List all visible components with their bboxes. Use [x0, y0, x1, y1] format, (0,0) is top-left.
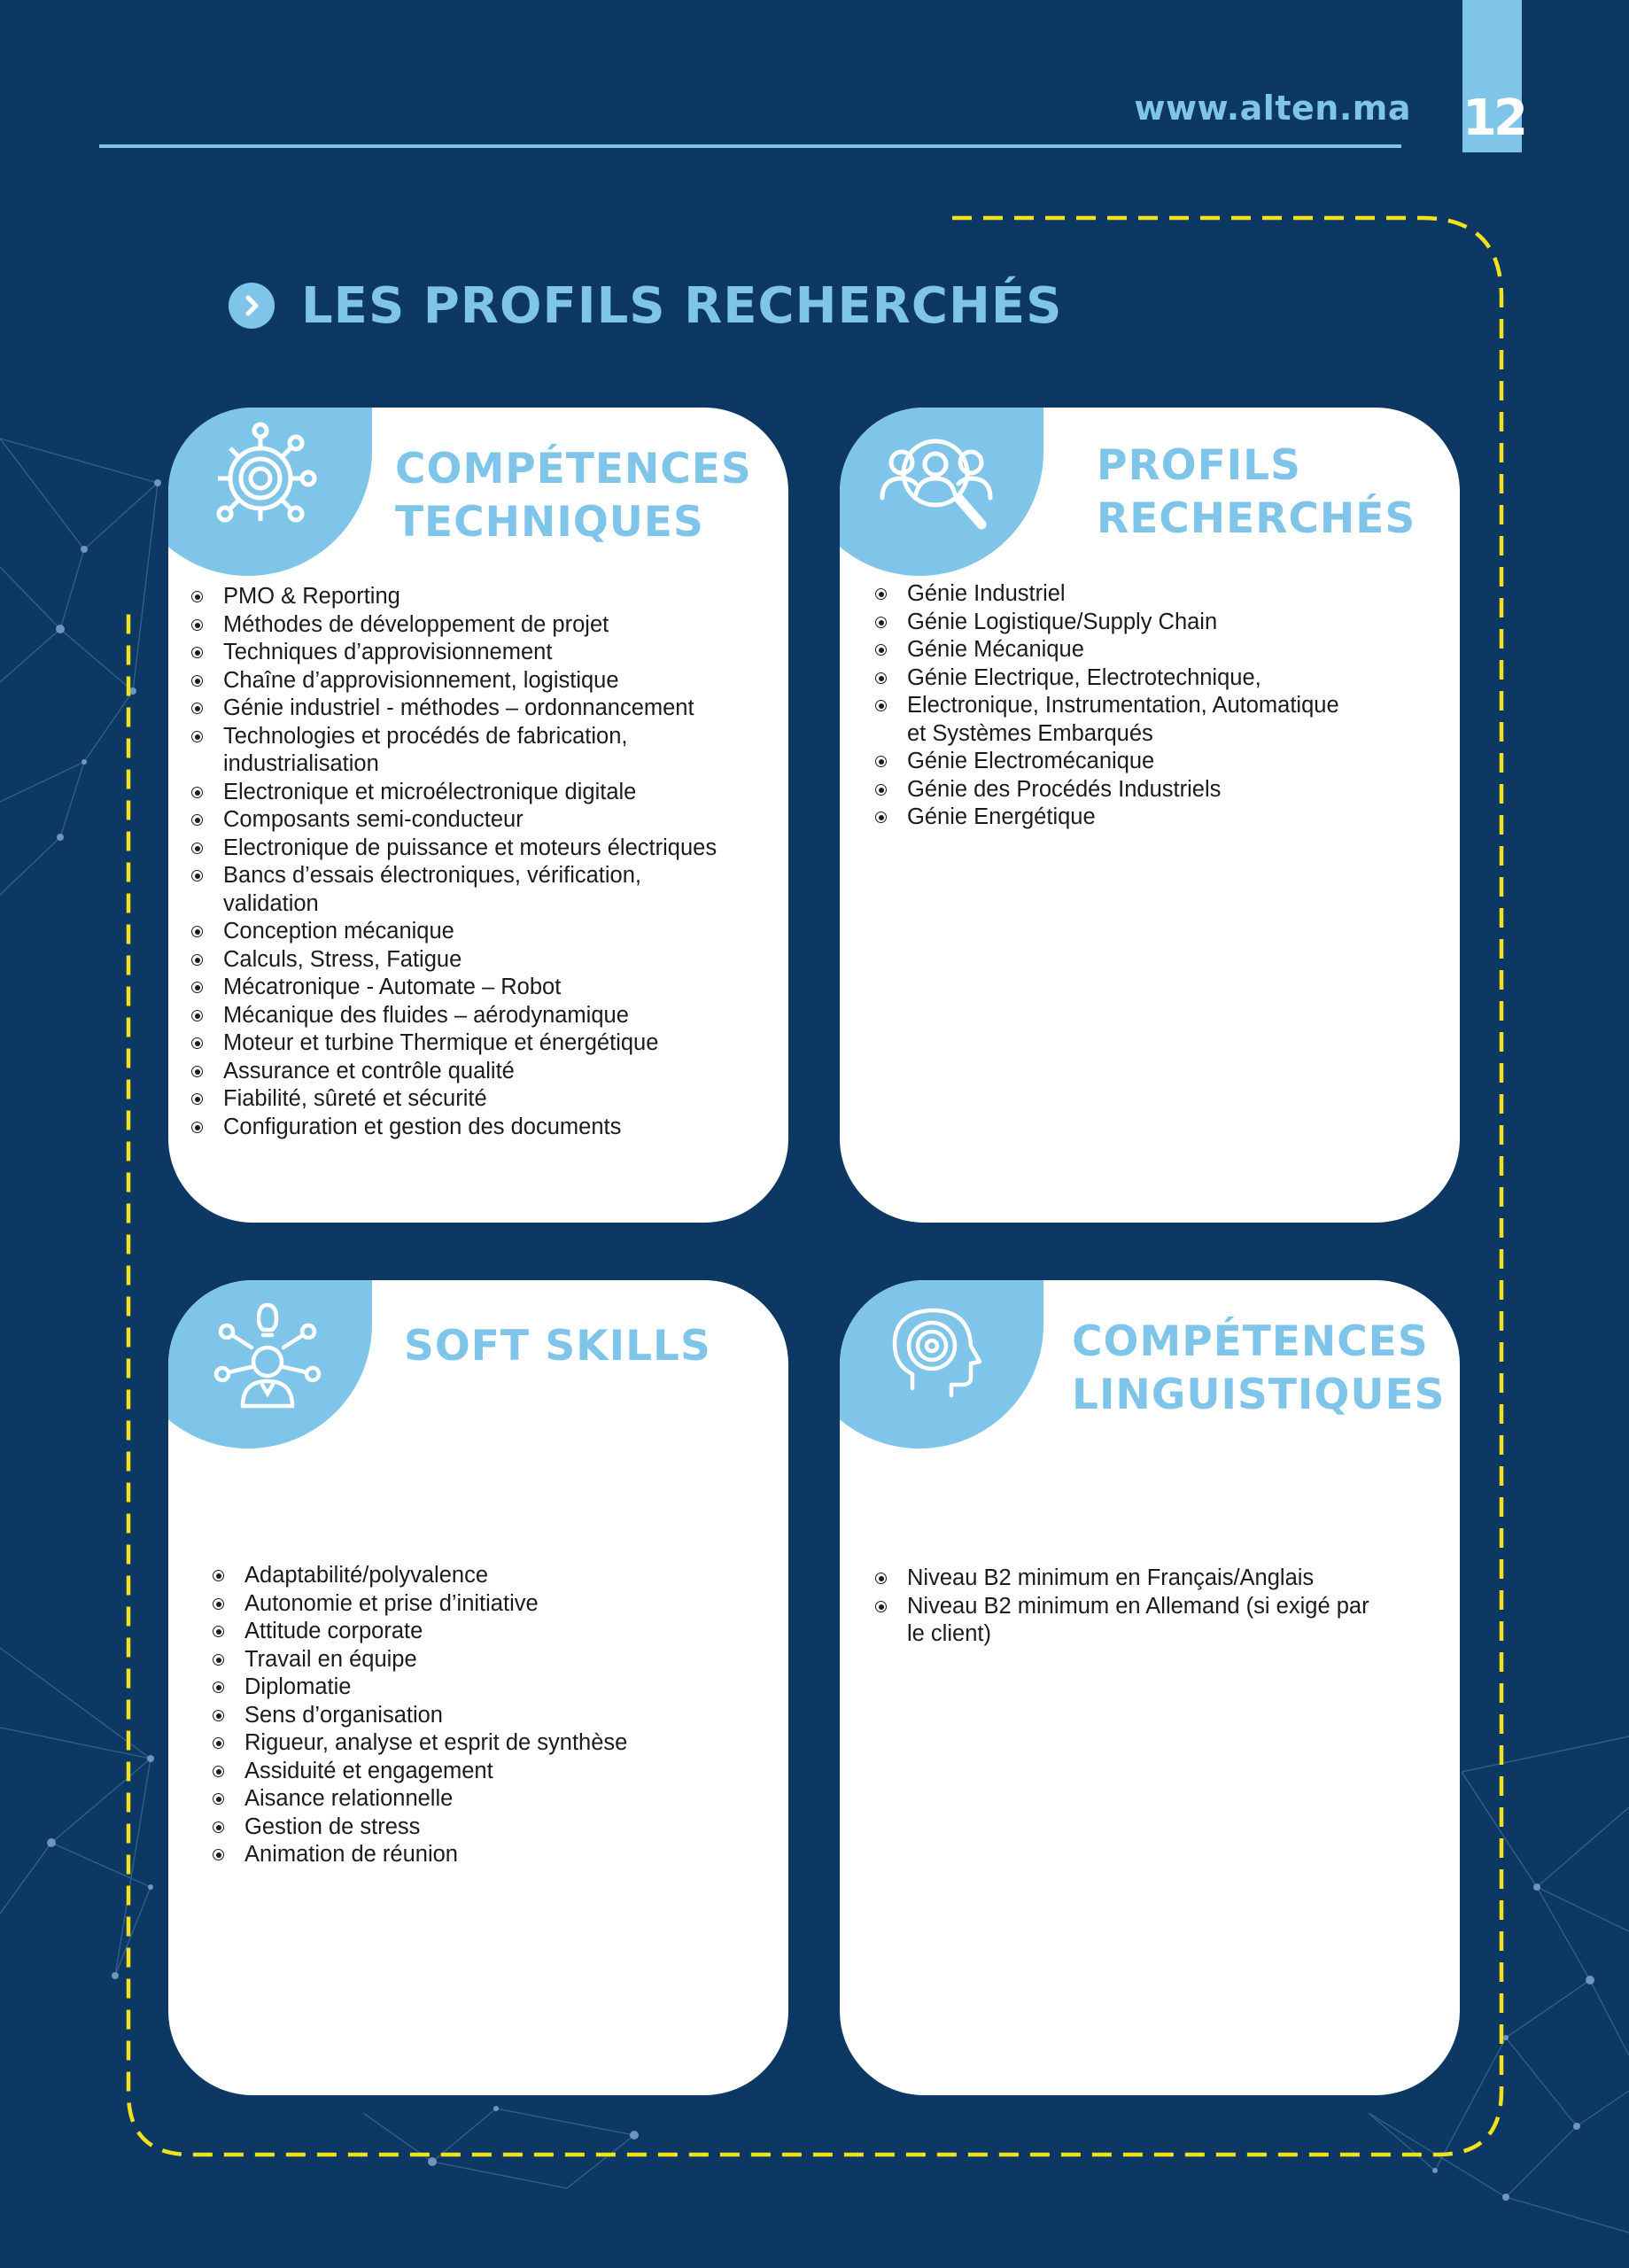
card-title-line: COMPÉTENCES: [1072, 1317, 1429, 1366]
list-item: PMO & Reporting: [191, 583, 772, 611]
card-title-line: TECHNIQUES: [395, 498, 704, 547]
list-item-line: industrialisation: [223, 751, 379, 776]
list-item: Génie Energétique: [875, 804, 1424, 832]
list-item-line: Niveau B2 minimum en Allemand (si exigé par: [907, 1593, 1369, 1619]
card-title-line: RECHERCHÉS: [1097, 494, 1416, 543]
card-profils-recherches: [840, 408, 1460, 1223]
idea-person-icon: [206, 1293, 330, 1417]
list-item: Fiabilité, sûreté et sécurité: [191, 1085, 772, 1114]
list-item: Mécatronique - Automate – Robot: [191, 974, 772, 1002]
list-item: [191, 862, 772, 918]
list-item: Niveau B2 minimum en Français/Anglais: [875, 1565, 1424, 1593]
bullet-list: [191, 583, 772, 1141]
list-item-line: Electronique, Instrumentation, Automatique: [907, 693, 1339, 718]
list-item: Techniques d’approvisionnement: [191, 639, 772, 667]
list-item: Moteur et turbine Thermique et énergétique: [191, 1029, 772, 1058]
page-number: 12: [1462, 89, 1524, 147]
list-item: Sens d’organisation: [213, 1702, 744, 1730]
list-item: Configuration et gestion des documents: [191, 1114, 772, 1142]
list-item: Composants semi-conducteur: [191, 806, 772, 835]
gear-network-icon: [206, 420, 330, 544]
card-title-line: SOFT SKILLS: [404, 1322, 711, 1371]
list-item: Génie Industriel: [875, 580, 1424, 609]
list-item: Electronique de puissance et moteurs électriques: [191, 835, 772, 863]
card-title-line: COMPÉTENCES: [395, 445, 752, 493]
list-item: Attitude corporate: [213, 1618, 744, 1646]
list-item: Conception mécanique: [191, 918, 772, 946]
bullet-list: [213, 1562, 744, 1869]
user-search-icon: [877, 420, 1001, 544]
card-title-competences-linguistiques: [1072, 1316, 1445, 1422]
card-title-line: LINGUISTIQUES: [1072, 1371, 1446, 1419]
card-competences-linguistiques: [840, 1280, 1460, 2095]
card-title-soft-skills: [404, 1320, 711, 1373]
list-item-line: le client): [907, 1621, 991, 1646]
card-title-line: PROFILS: [1097, 441, 1301, 490]
list-item: Méthodes de développement de projet: [191, 611, 772, 640]
section-title: LES PROFILS RECHERCHÉS: [301, 276, 1063, 335]
list-item: Gestion de stress: [213, 1814, 744, 1842]
list-item: Autonomie et prise d’initiative: [213, 1590, 744, 1619]
list-item: [875, 1593, 1424, 1649]
list-item: Adaptabilité/polyvalence: [213, 1562, 744, 1590]
list-item-line: validation: [223, 890, 319, 916]
list-item-line: Bancs d’essais électroniques, vérification,: [223, 863, 641, 888]
list-item-line: et Systèmes Embarqués: [907, 720, 1153, 746]
list-item: Chaîne d’approvisionnement, logistique: [191, 667, 772, 695]
list-item-line: Technologies et procédés de fabrication,: [223, 723, 628, 749]
list-item: Animation de réunion: [213, 1841, 744, 1869]
list-item: Rigueur, analyse et esprit de synthèse: [213, 1729, 744, 1758]
list-item: Génie Mécanique: [875, 636, 1424, 664]
list-item: Génie Electrique, Electrotechnique,: [875, 664, 1424, 693]
list-item: Mécanique des fluides – aérodynamique: [191, 1002, 772, 1030]
head-target-icon: [877, 1293, 1001, 1417]
list-item: Diplomatie: [213, 1674, 744, 1702]
chevron-right-icon: [229, 283, 275, 329]
list-item: [191, 723, 772, 779]
list-item: Electronique et microélectronique digitale: [191, 779, 772, 807]
bullet-list: [875, 580, 1424, 832]
list-item: Assurance et contrôle qualité: [191, 1058, 772, 1086]
card-title-profils-recherches: [1097, 439, 1416, 546]
website-url[interactable]: www.alten.ma: [1134, 89, 1411, 128]
section-heading: [229, 275, 1062, 337]
list-item: Génie Logistique/Supply Chain: [875, 609, 1424, 637]
list-item: Travail en équipe: [213, 1646, 744, 1674]
list-item: [875, 692, 1424, 748]
list-item: Génie Electromécanique: [875, 748, 1424, 776]
list-item: Génie industriel - méthodes – ordonnancement: [191, 695, 772, 723]
card-title-competences-techniques: [395, 443, 752, 549]
list-item: Aisance relationnelle: [213, 1785, 744, 1814]
list-item: Calculs, Stress, Fatigue: [191, 946, 772, 975]
list-item: Génie des Procédés Industriels: [875, 776, 1424, 804]
list-item: Assiduité et engagement: [213, 1758, 744, 1786]
card-soft-skills: [168, 1280, 788, 2095]
card-competences-techniques: [168, 408, 788, 1223]
bullet-list: [875, 1565, 1424, 1649]
